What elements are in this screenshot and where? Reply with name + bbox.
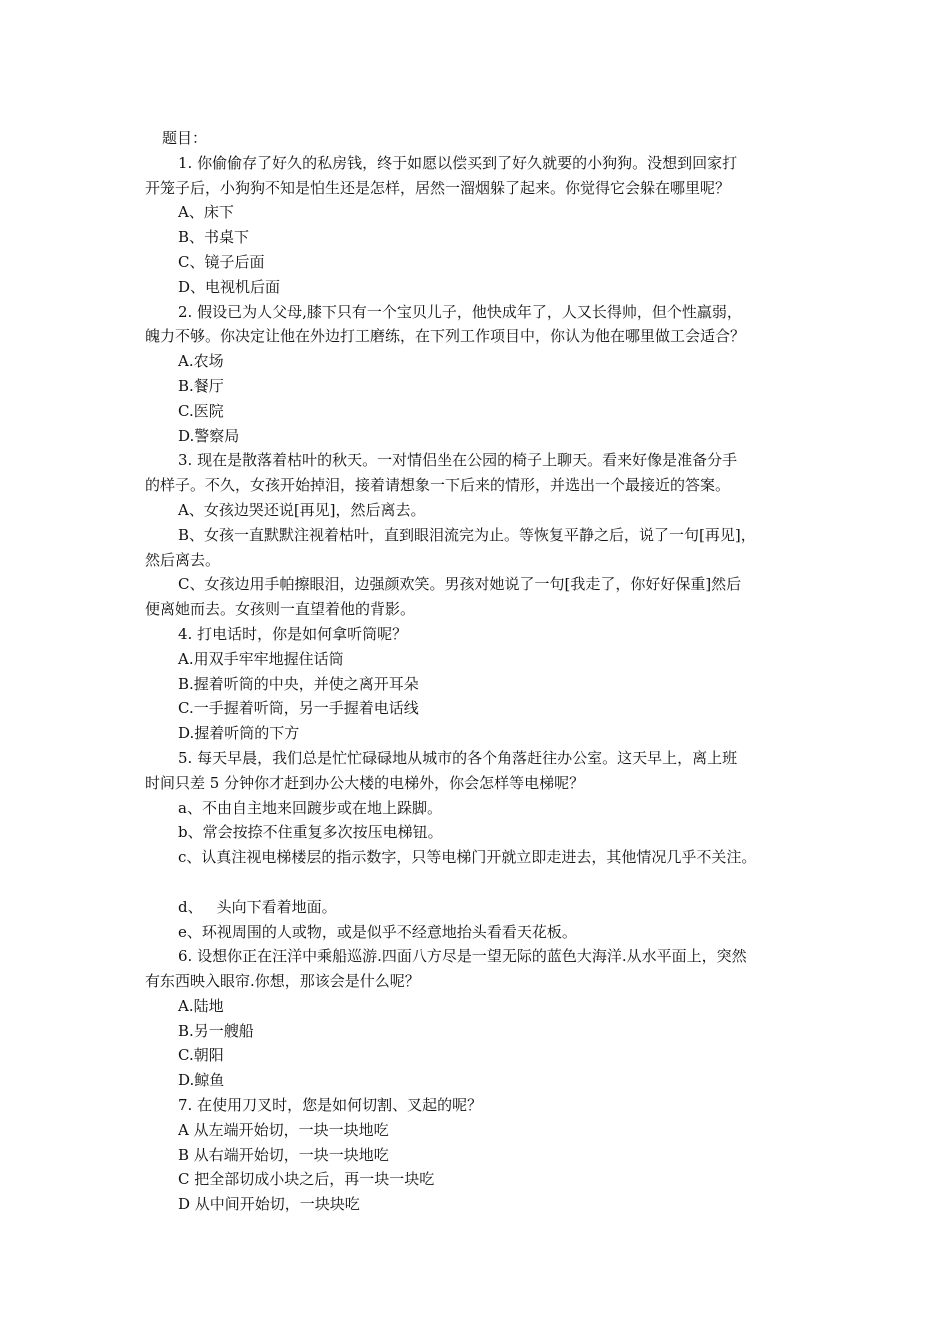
question-6-option-a: A.陆地 xyxy=(178,996,224,1015)
question-5-option-d-prefix: d、 xyxy=(178,897,203,916)
question-7-text: 7. 在使用刀叉时，您是如何切割、叉起的呢？ xyxy=(178,1096,483,1115)
question-5-option-a: a、不由自主地来回踱步或在地上跺脚。 xyxy=(178,798,442,817)
question-3-option-c-line-2: 便离她而去。女孩则一直望着他的背影。 xyxy=(145,600,416,619)
question-5-text-line-2: 时间只差 5 分钟你才赶到办公大楼的电梯外，你会怎样等电梯呢？ xyxy=(145,773,585,792)
question-7-option-c: C 把全部切成小块之后，再一块一块吃 xyxy=(178,1170,435,1189)
question-6-option-c: C.朝阳 xyxy=(178,1046,224,1065)
question-1-option-d: D、电视机后面 xyxy=(178,277,281,296)
question-3-text-line-1: 3. 现在是散落着枯叶的秋天。一对情侣坐在公园的椅子上聊天。看来好像是准备分手 xyxy=(178,451,738,470)
question-5-option-e: e、环视周围的人或物，或是似乎不经意地抬头看看天花板。 xyxy=(178,922,577,941)
question-5 xyxy=(145,746,813,944)
question-4-option-a: A.用双手牢牢地握住话筒 xyxy=(178,649,344,668)
question-1-text-line-1: 1. 你偷偷存了好久的私房钱，终于如愿以偿买到了好久就要的小狗狗。没想到回家打 xyxy=(178,153,738,172)
question-4-option-d: D.握着听筒的下方 xyxy=(178,724,300,743)
question-2-option-d: D.警察局 xyxy=(178,426,240,445)
question-5-option-d xyxy=(145,895,813,920)
question-4-option-c: C.一手握着听筒，另一手握着电话线 xyxy=(178,699,419,718)
question-3-option-b-line-1: B、女孩一直默默注视着枯叶，直到眼泪流完为止。等恢复平静之后，说了一句[再见]， xyxy=(178,525,756,544)
question-6-option-d: D.鲸鱼 xyxy=(178,1071,225,1090)
question-6-text-line-2: 有东西映入眼帘.你想，那该会是什么呢？ xyxy=(145,972,420,991)
document-body xyxy=(145,126,813,1217)
question-1-option-a: A、床下 xyxy=(178,203,234,222)
question-6-text-line-1: 6. 设想你正在汪洋中乘船巡游.四面八方尽是一望无际的蓝色大海洋.从水平面上，突然 xyxy=(178,947,747,966)
question-7-option-a: A 从左端开始切，一块一块地吃 xyxy=(178,1120,389,1139)
question-7 xyxy=(145,1093,813,1217)
question-1-option-b: B、书桌下 xyxy=(178,228,250,247)
question-5-text-line-1: 5. 每天早晨，我们总是忙忙碌碌地从城市的各个角落赶往办公室。这天早上，离上班 xyxy=(178,748,738,767)
question-2-option-c: C.医院 xyxy=(178,401,224,420)
question-1-text-line-2: 开笼子后，小狗狗不知是怕生还是怎样，居然一溜烟躲了起来。你觉得它会躲在哪里呢？ xyxy=(145,178,731,197)
question-6-option-b: B.另一艘船 xyxy=(178,1021,254,1040)
question-7-option-b: B 从右端开始切，一块一块地吃 xyxy=(178,1145,389,1164)
question-4-option-b: B.握着听筒的中央，并使之离开耳朵 xyxy=(178,674,419,693)
question-1 xyxy=(145,151,813,300)
question-2-text-line-1: 2. 假设已为人父母,膝下只有一个宝贝儿子，他快成年了，人又长得帅，但个性羸弱， xyxy=(178,302,742,321)
question-6 xyxy=(145,944,813,1093)
question-2-text-line-2: 魄力不够。你决定让他在外边打工磨练，在下列工作项目中，你认为他在哪里做工会适合？ xyxy=(145,327,746,346)
heading: 题目： xyxy=(162,129,208,147)
question-3-text-line-2: 的样子。不久，女孩开始掉泪，接着请想象一下后来的情形，并选出一个最接近的答案。 xyxy=(145,476,731,495)
question-3-option-b-line-2: 然后离去。 xyxy=(145,550,221,569)
question-5-option-b: b、常会按捺不住重复多次按压电梯钮。 xyxy=(178,823,443,842)
question-4 xyxy=(145,622,813,746)
question-2 xyxy=(145,300,813,449)
blank-line xyxy=(145,870,813,895)
question-3-option-c-line-1: C、女孩边用手帕擦眼泪，边强颜欢笑。男孩对她说了一句[我走了，你好好保重]然后 xyxy=(178,575,742,594)
question-7-option-d: D 从中间开始切，一块块吃 xyxy=(178,1195,360,1214)
question-2-option-b: B.餐厅 xyxy=(178,376,224,395)
question-5-option-c: c、认真注视电梯楼层的指示数字，只等电梯门开就立即走进去，其他情况几乎不关注。 xyxy=(178,848,757,867)
question-3-option-a: A、女孩边哭还说[再见]，然后离去。 xyxy=(178,500,426,519)
question-1-option-c: C、镜子后面 xyxy=(178,252,265,271)
question-5-option-d-text: 头向下看着地面。 xyxy=(216,897,337,916)
question-3 xyxy=(145,448,813,622)
question-2-option-a: A.农场 xyxy=(178,352,224,371)
question-4-text: 4. 打电话时，你是如何拿听筒呢？ xyxy=(178,624,408,643)
